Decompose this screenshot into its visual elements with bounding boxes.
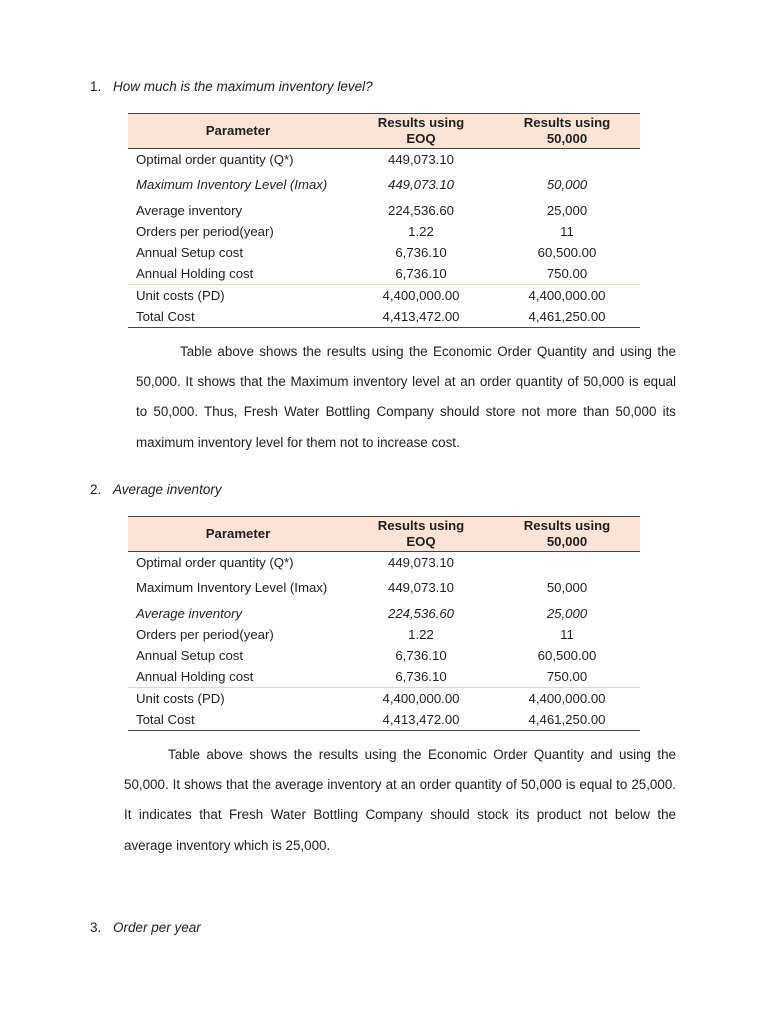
eoq-value: 4,413,472.00 <box>348 709 494 731</box>
eoq-value: 449,073.10 <box>387 554 454 570</box>
table-row <box>128 285 640 307</box>
header-eoq: Results using EOQ <box>348 517 494 552</box>
fixed-value: 4,400,000.00 <box>494 688 640 710</box>
eoq-value: 6,736.10 <box>395 647 447 663</box>
table-row <box>128 645 640 666</box>
fixed-value: 4,461,250.00 <box>494 306 640 328</box>
eoq-value: 449,073.10 <box>387 580 454 595</box>
row-label: Total Cost <box>128 306 348 328</box>
fixed-value: 50,000 <box>546 580 588 595</box>
table-row <box>128 573 640 603</box>
row-label: Optimal order quantity (Q*) <box>136 554 294 570</box>
eoq-value: 4,400,000.00 <box>348 285 494 307</box>
eoq-value: 1.22 <box>408 626 434 642</box>
paragraph-1 <box>136 337 676 458</box>
eoq-value: 449,073.10 <box>387 151 454 167</box>
eoq-value: 6,736.10 <box>395 265 447 281</box>
eoq-value: 449,073.10 <box>387 177 454 192</box>
fixed-value: 50,000 <box>546 177 588 192</box>
question-text: How much is the maximum inventory level? <box>113 79 373 94</box>
fixed-value: 4,461,250.00 <box>494 709 640 731</box>
header-parameter: Parameter <box>128 114 348 149</box>
question-text: Average inventory <box>113 482 222 497</box>
row-label: Annual Holding cost <box>136 265 254 281</box>
eoq-value: 4,400,000.00 <box>348 688 494 710</box>
eoq-value: 1.22 <box>408 223 434 239</box>
question-number: 2. <box>90 482 102 497</box>
row-label: Annual Setup cost <box>136 647 244 663</box>
results-table-2 <box>128 516 640 731</box>
row-label: Unit costs (PD) <box>128 285 348 307</box>
fixed-value: 4,400,000.00 <box>494 285 640 307</box>
fixed-value <box>494 149 640 171</box>
fixed-value: 25,000 <box>546 605 588 621</box>
row-label <box>128 573 348 603</box>
table-header-row <box>128 114 640 149</box>
paragraph-1-text: Table above shows the results using the Economic Order Quantity and using the 50,000. It shows that the Maximum inventory level at an order quantity of 50,000 is equal to 50,000. Thus, Fresh Water Bottling Company should store not more than 50,000 its maximum inventory level for them not to increase cost. <box>136 344 676 450</box>
table-header-row <box>128 517 640 552</box>
table-row <box>128 170 640 200</box>
table-row <box>128 200 640 221</box>
table-row <box>128 263 640 285</box>
fixed-value <box>494 552 640 574</box>
header-parameter: Parameter <box>128 517 348 552</box>
table-row <box>128 306 640 328</box>
row-label: Orders per period(year) <box>136 626 274 642</box>
row-label: Average inventory <box>136 605 243 621</box>
paragraph-2 <box>124 740 676 861</box>
question-2-heading <box>90 482 222 497</box>
row-label: Total Cost <box>128 709 348 731</box>
header-eoq: Results using EOQ <box>348 114 494 149</box>
fixed-value: 11 <box>560 223 574 239</box>
eoq-value: 224,536.60 <box>387 202 454 218</box>
fixed-value: 11 <box>560 626 574 642</box>
row-label: Orders per period(year) <box>136 223 274 239</box>
paragraph-2-text: Table above shows the results using the Economic Order Quantity and using the 50,000. It shows that the average inventory at an order quantity of 50,000 is equal to 25,000. It indicates that Fresh Water Bottling Company should stock its product not below the average inventory which is 25,000. <box>124 747 676 853</box>
row-label: Maximum Inventory Level (Imax) <box>136 177 328 192</box>
table-row <box>128 552 640 574</box>
eoq-value: 6,736.10 <box>395 244 447 260</box>
table-row <box>128 149 640 171</box>
table-row <box>128 221 640 242</box>
eoq-value: 6,736.10 <box>395 668 447 684</box>
table-row <box>128 242 640 263</box>
row-label: Unit costs (PD) <box>128 688 348 710</box>
question-text: Order per year <box>113 920 201 935</box>
fixed-value: 25,000 <box>546 202 588 218</box>
eoq-value: 4,413,472.00 <box>348 306 494 328</box>
header-fixed: Results using 50,000 <box>494 114 640 149</box>
fixed-value: 750.00 <box>546 265 588 281</box>
row-label: Annual Holding cost <box>136 668 254 684</box>
question-number: 1. <box>90 79 102 94</box>
fixed-value: 60,500.00 <box>537 244 597 260</box>
imax-label: Maximum Inventory Level (Imax) <box>136 580 328 595</box>
table-row <box>128 624 640 645</box>
eoq-value: 224,536.60 <box>387 605 454 621</box>
row-label: Average inventory <box>136 202 243 218</box>
table-row <box>128 666 640 688</box>
table-row <box>128 688 640 710</box>
table-row <box>128 709 640 731</box>
question-3-heading <box>90 920 201 935</box>
header-fixed: Results using 50,000 <box>494 517 640 552</box>
row-label: Annual Setup cost <box>136 244 244 260</box>
results-table-1 <box>128 113 640 328</box>
row-label: Optimal order quantity (Q*) <box>136 151 294 167</box>
question-number: 3. <box>90 920 102 935</box>
fixed-value: 60,500.00 <box>537 647 597 663</box>
fixed-value: 750.00 <box>546 668 588 684</box>
table-row <box>128 603 640 624</box>
question-1-heading <box>90 79 373 94</box>
